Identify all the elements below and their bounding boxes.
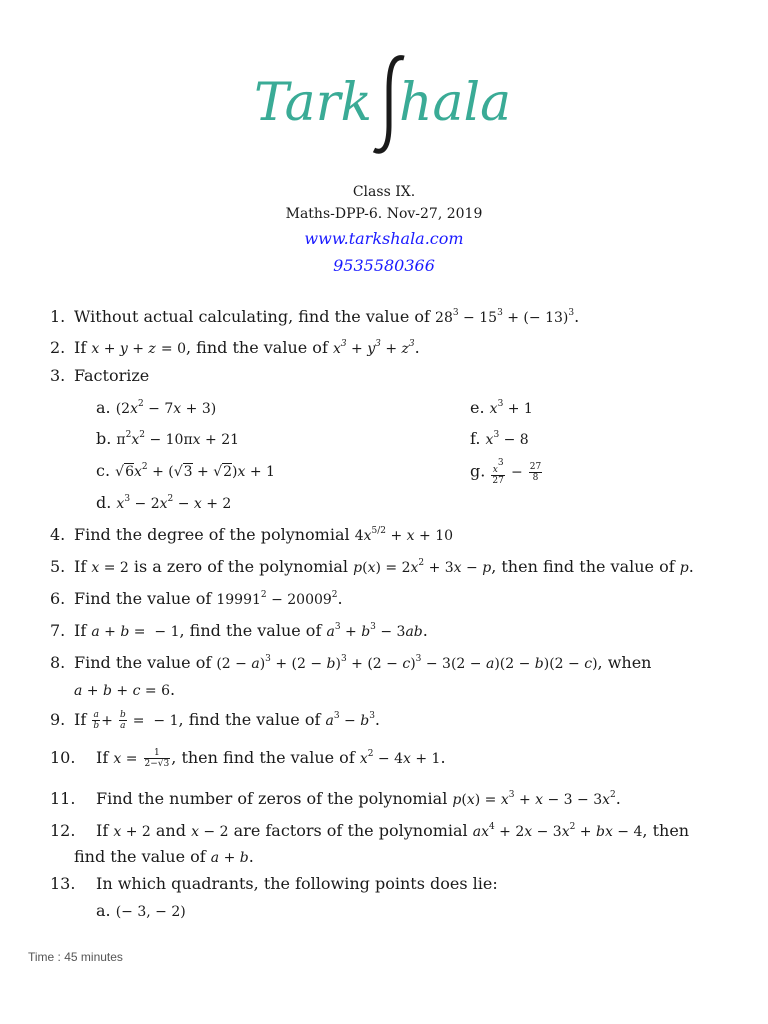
question-1: 1. Without actual calculating, find the value of $28^3 - 15^3$ + (− 13)$^3$. [50,307,580,326]
factorize-f: f. $x^3 - 8$ [470,429,529,448]
dpp-title: Maths-DPP-6. Nov-27, 2019 [285,206,483,222]
question-9: 9. If $\frac{a}{b}$ + $\frac{b}{a}$ = − 1, find the value of $a^3 - b^3$. [50,710,381,731]
factorize-e: e. $x^3 + 1$ [470,398,533,417]
question-8: 8. Find the value of $(2 - a)^3 + (2 - b)^3 + (2 - c)^3 - 3(2 - a)(2 - b)(2 - c)$, when [50,653,652,672]
quadrant-a: a. (− 3, − 2) [96,901,186,920]
question-12: 12. If x + 2 and x − 2 are factors of the polynomial $ax^4 + 2x - 3x^2$ + bx − 4, then [50,821,690,840]
question-3: 3. Factorize [50,366,150,385]
factorize-a: a. $(2x^2 - 7x + 3)$ [96,398,217,417]
question-10: 10. If x = $\frac{1}{2-√3}$ , then find the value of $x^2 - 4x + 1$. [50,748,446,769]
logo-text-right: hala [399,73,512,133]
factorize-d: d. $x^3 - 2x^2 - x + 2$ [96,493,232,512]
question-8-line2: a + b + c = 6. [74,680,176,699]
question-7: 7. If a + b = − 1, find the value of $a^3 + b^3 - 3ab$. [50,621,428,640]
question-6: 6. Find the value of $19991^2 - 20009^2$. [50,589,343,608]
tarkshala-logo [0,50,768,165]
logo-text-left: Tark [254,73,373,133]
factorize-b: b. $\pi^2x^2 - 10\pi x + 21$ [96,429,240,448]
question-2: 2. If x + y + z = 0, find the value of $x^3 + y^3 + z^3$. [50,338,420,357]
factorize-g: g. $\frac{x^3}{27}$ − $\frac{27}{8}$ [470,458,542,486]
factorize-c: c. $√6x^2 + (√3 + √2)x + 1$ [96,461,275,480]
time-note: Time : 45 minutes [28,950,123,964]
website-link[interactable]: www.tarkshala.com [304,229,464,248]
question-11: 11. Find the number of zeros of the polynomial $p(x) = x^3 + x - 3 - 3x^2$. [50,789,621,808]
question-4: 4. Find the degree of the polynomial $4x^{5/2} + x + 10$ [50,525,454,544]
phone-number: 9535580366 [333,256,435,275]
question-12-line2: find the value of a + b. [74,847,254,866]
question-5: 5. If x = 2 is a zero of the polynomial $p(x) = 2x^2 + 3x - p$, then find the value of p. [50,557,694,576]
class-title: Class IX. [352,184,416,200]
question-13: 13. In which quadrants, the following points does lie: [50,874,498,893]
